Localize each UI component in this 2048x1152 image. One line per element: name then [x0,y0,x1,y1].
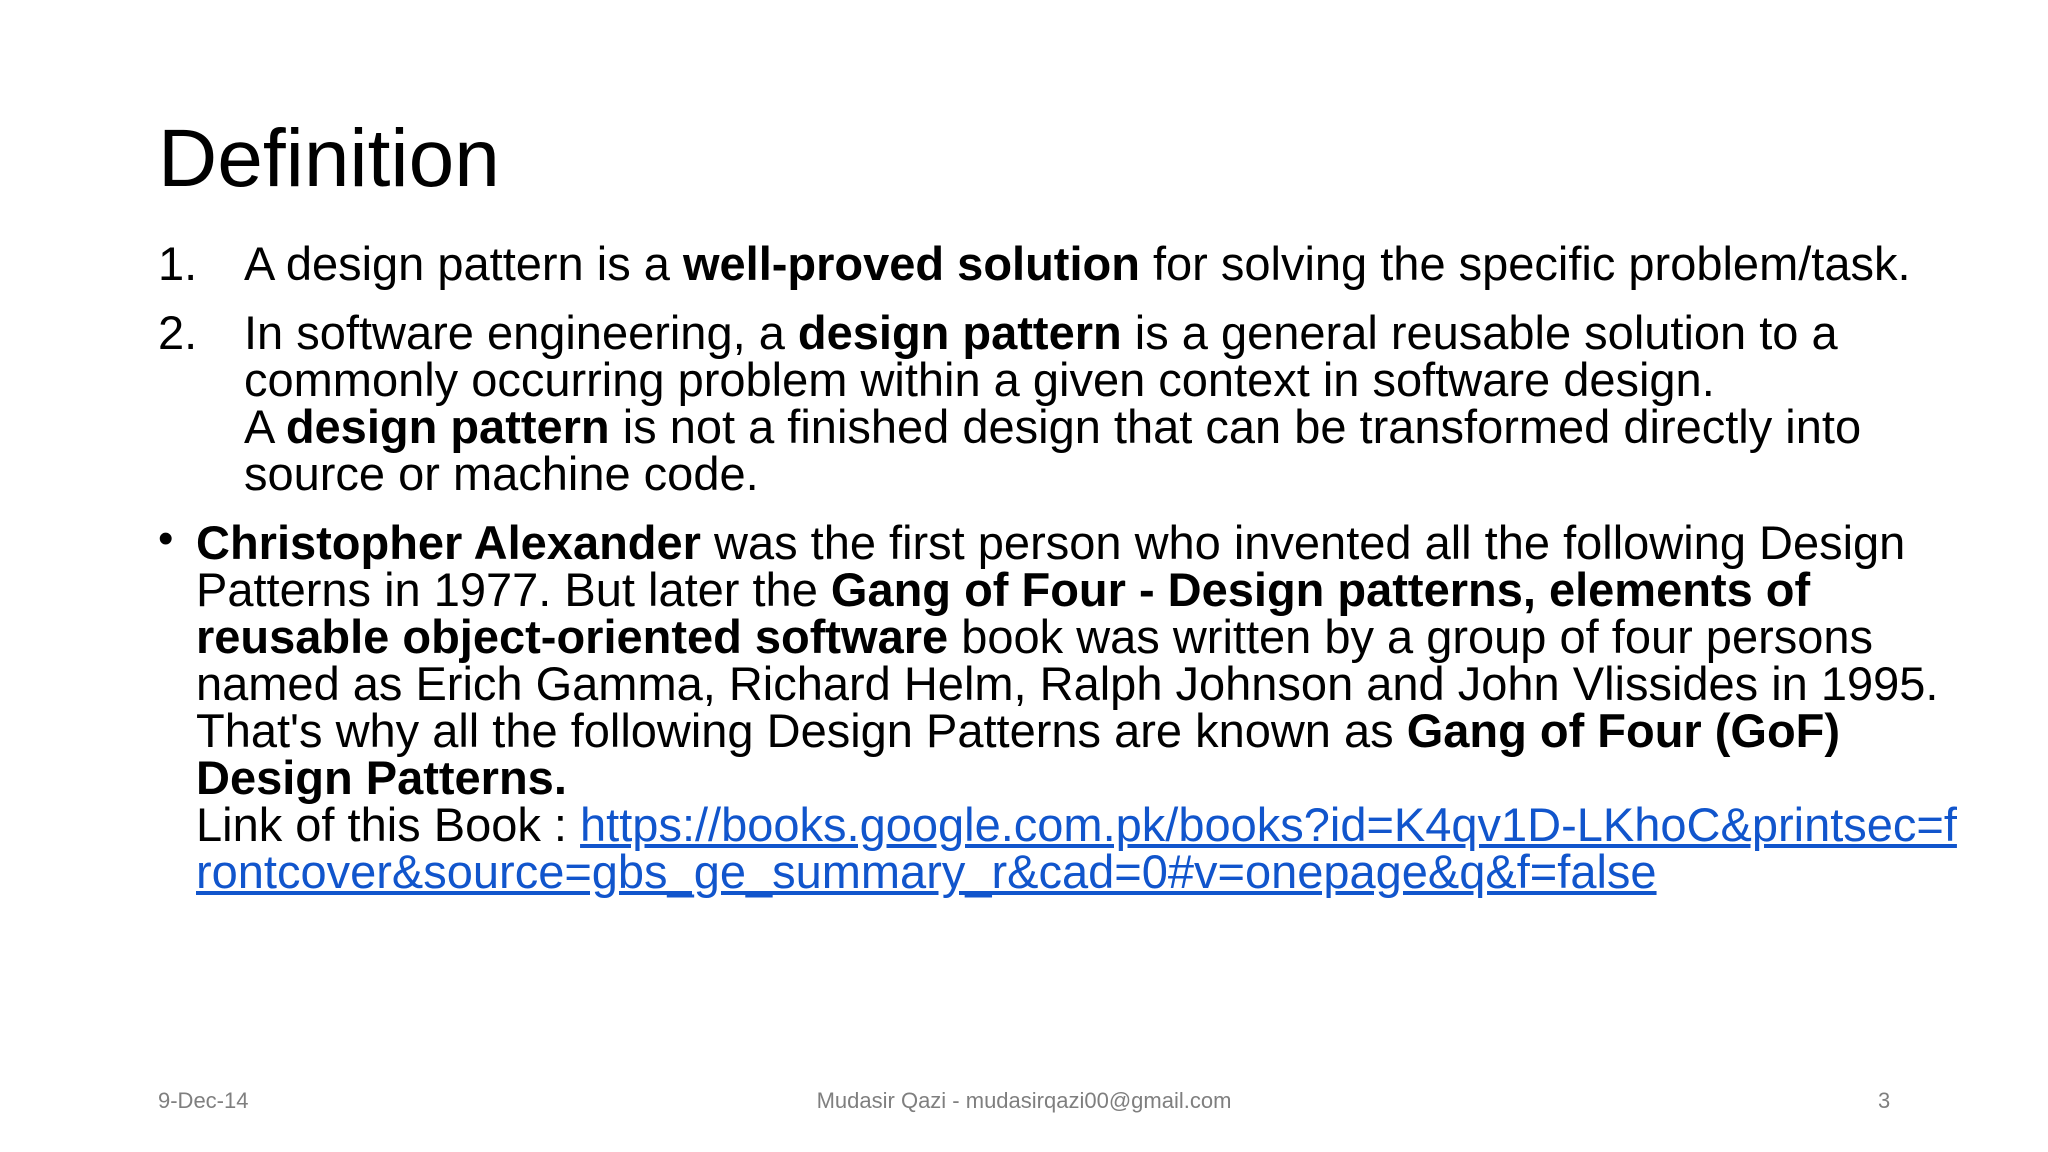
book-link[interactable]: https://books.google.com.pk/books?id=K4qv1D-LKhoC&printsec=frontcover&source=gbs_ge_summary_r&cad=0#v=onepage&q&f=false [196,798,1957,898]
item-text: In software engineering, a [244,306,798,359]
bullet-bold-text: Gang of Four - Design patterns, elements of reusable object-oriented software [196,563,1811,663]
slide-title: Definition [158,113,500,204]
item-text: is a general reusable solution to a commonly occurring problem within a given context in software design. [244,306,1838,406]
bullet-bold-text: Christopher Alexander [196,516,701,569]
bullet-bold-text: Gang of Four (GoF) Design Patterns. [196,704,1841,804]
bullet-text: was the first person who invented all the following Design Patterns in 1977. But later the [196,516,1906,616]
bullet-item [158,514,1958,898]
item-text: A design pattern is a [244,237,683,290]
item-number: 1. [158,237,198,290]
numbered-item-1 [158,237,1958,290]
item-bold-text: design pattern [797,306,1122,359]
item-bold-text: well-proved solution [682,237,1140,290]
footer-page-number: 3 [1878,1088,1891,1113]
numbered-item-2 [158,306,1958,500]
link-prefix: Link of this Book : [196,798,581,851]
bullet-text: book was written by a group of four persons named as Erich Gamma, Richard Helm, Ralph Johnson and John Vlissides in 1995. That's why all the following Design Patterns are known as [196,610,1939,757]
footer-date: 9-Dec-14 [158,1088,249,1113]
item-number: 2. [158,306,198,359]
item-text: A [244,400,286,453]
item-text: for solving the specific problem/task. [1139,237,1911,290]
item-bold-text: design pattern [285,400,610,453]
item-text: is not a finished design that can be transformed directly into source or machine code. [244,400,1862,500]
footer-author: Mudasir Qazi - mudasirqazi00@gmail.com [816,1088,1232,1113]
bullet-icon: • [158,514,174,563]
slide-body [158,237,1958,898]
